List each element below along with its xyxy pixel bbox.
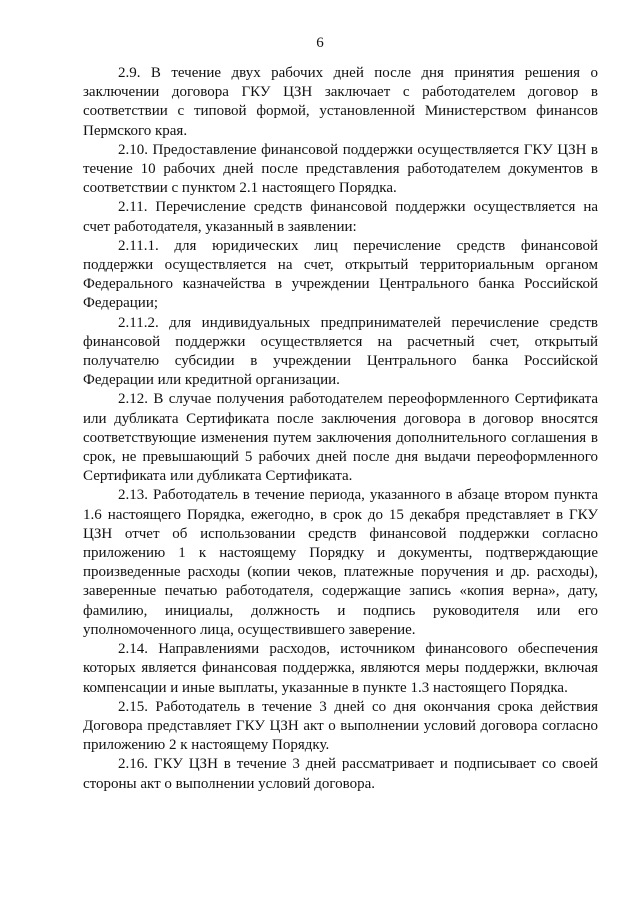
paragraph-2-10: 2.10. Предоставление финансовой поддержки осуществляется ГКУ ЦЗН в течение 10 рабочих дней после представления работодателем документов в соответствии с пунктом 2.1 настоящего Порядка. — [83, 141, 598, 197]
paragraph-2-13: 2.13. Работодатель в течение периода, указанного в абзаце втором пункта 1.6 настоящего Порядка, ежегодно, в срок до 15 декабря представляет в ГКУ ЦЗН отчет об использовании средств финансовой поддержки согласно приложению 1 к настоящему Порядку и документы, подтверждающие произведенные расходы (копии чеков, платежные поручения и др. расходы), заверенные печатью работодателя, содержащие запись «копия верна», дату, фамилию, инициалы, должность и подпись руководителя или его уполномоченного лица, осуществившего заверение. — [83, 487, 598, 638]
paragraph-2-15: 2.15. Работодатель в течение 3 дней со дня окончания срока действия Договора представляет ГКУ ЦЗН акт о выполнении условий договора согласно приложению 2 к настоящему Порядку. — [83, 698, 598, 754]
paragraph-2-11-2: 2.11.2. для индивидуальных предпринимателей перечисление средств финансовой поддержки осуществляется на расчетный счет, открытый получателю субсидии в учреждении Центрального банка Российской Федерации или кредитной организации. — [83, 314, 598, 389]
page-number: 6 — [316, 35, 324, 51]
paragraph-2-16: 2.16. ГКУ ЦЗН в течение 3 дней рассматривает и подписывает со своей стороны акт о выполнении условий договора. — [83, 756, 598, 792]
paragraph-2-9: 2.9. В течение двух рабочих дней после дня принятия решения о заключении договора ГКУ ЦЗН заключает с работодателем договор в соответствии с типовой формой, установленной Министерством финансов Пермского края. — [83, 65, 598, 139]
paragraph-2-12: 2.12. В случае получения работодателем переоформленного Сертификата или дубликата Сертификата после заключения договора в договор вносятся соответствующие изменения путем заключения дополнительного соглашения в срок, не превышающий 5 рабочих дней после дня выдачи переоформленного Сертификата или дубликата Сертификата. — [83, 391, 598, 485]
paragraph-2-14: 2.14. Направлениями расходов, источником финансового обеспечения которых является финансовая поддержка, являются меры поддержки, включая компенсации и иные выплаты, указанные в пункте 1.3 настоящего Порядка. — [83, 641, 598, 696]
document-body — [83, 64, 598, 794]
paragraph-2-11: 2.11. Перечисление средств финансовой поддержки осуществляется на счет работодателя, указанный в заявлении: — [83, 199, 598, 235]
paragraph-2-11-1: 2.11.1. для юридических лиц перечисление средств финансовой поддержки осуществляется на счет, открытый территориальным органом Федерального казначейства в учреждении Центрального банка Российской Федерации; — [83, 237, 598, 312]
